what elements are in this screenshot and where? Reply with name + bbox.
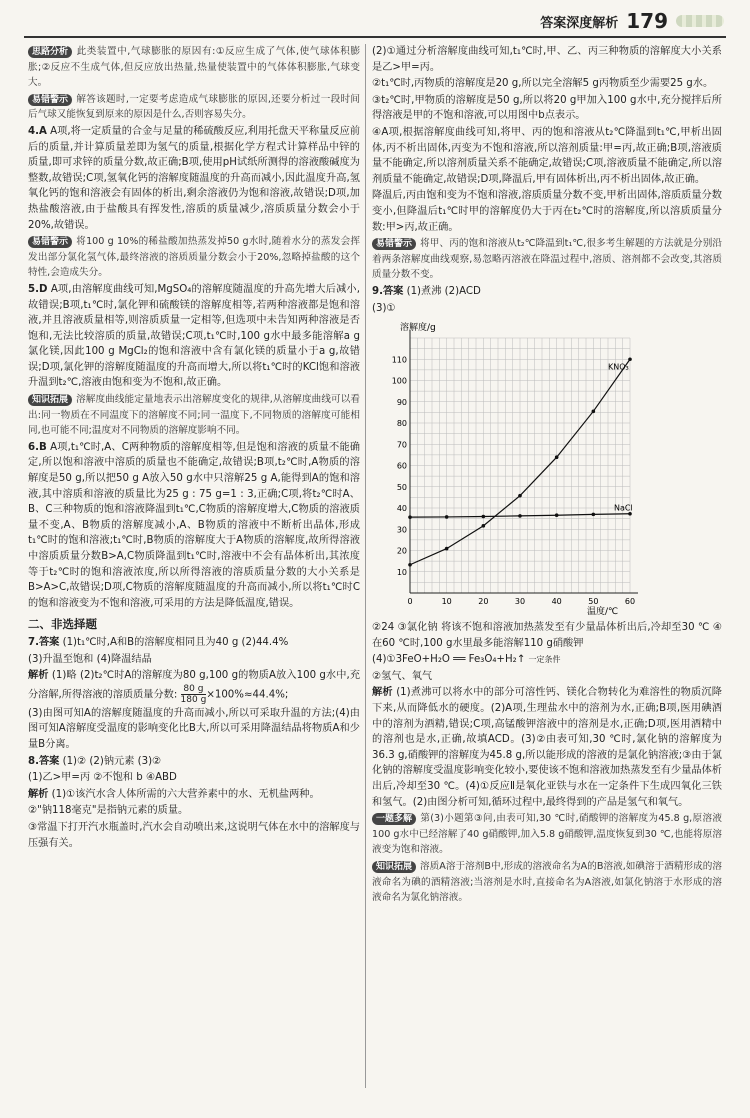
x-tick-label: 30 xyxy=(514,597,526,607)
note-text: 溶质A溶于溶剂B中,形成的溶液命名为A的B溶液,如碘溶于酒精形成的溶液命名为碘的酒精溶液;当溶剂是水时,直接命名为A溶液,如氯化钠溶于水形成的溶液命名为氯化钠溶液。 xyxy=(372,861,722,904)
question-9-explanation xyxy=(372,685,722,810)
note-paragraph xyxy=(28,234,360,281)
explanation-text: (1)煮沸可以将水中的部分可溶性钙、镁化合物转化为难溶性的物质沉降下来,从而降低水的硬度。(2)A项,生理盐水中的溶剂为水,正确;B项,医用碘酒中的溶剂为酒精,错误;C项,高锰酸钾溶液中的溶剂是水,正确;D项,医用酒精中的溶剂也是水,正确,故填ACD。(3)②由表可知,30 ℃时,氯化钠的溶解度为36.3 g,硝酸钾的溶解度为45.8 g,所以能形成的溶液的是氯化钠溶液;③由于氯化钠的溶解度受温度影响变化较小,要使该不饱和溶液加热蒸发至有少量晶体析出后,冷却至30 ℃。(4)①反应Ⅱ是氧化亚铁与水在一定条件下生成四氧化三铁和氢气。(2)由图分析可知,循环过程中,最终得到的产品是氢气和氧气。 xyxy=(372,687,722,808)
x-tick-label: 10 xyxy=(441,597,452,607)
fraction xyxy=(181,684,207,705)
data-point xyxy=(482,524,486,528)
page-number: 179 xyxy=(626,9,668,33)
y-tick-label: 80 xyxy=(396,419,407,429)
y-tick-label: 110 xyxy=(391,355,407,365)
note-paragraph xyxy=(372,811,722,858)
answer-text: (1)t₁℃时,A和B的溶解度相同且为40 g (2)44.4% xyxy=(62,636,289,648)
note-text: 溶解度曲线能定量地表示出溶解度变化的规律,从溶解度曲线可以看出:同一物质在不同温度下的溶解度不同;同一温度下,不同物质的溶解度可能相同,也可能不同;温度对不同物质的溶解度影响不同。 xyxy=(28,394,360,437)
column-divider xyxy=(365,44,366,1088)
note-tag: 一题多解 xyxy=(372,813,416,825)
header-title: 答案深度解析 xyxy=(540,15,619,31)
question-7-answer xyxy=(28,635,360,651)
explanation-line: ②"钠118毫克"是指钠元素的质量。 xyxy=(28,805,189,817)
fraction-numerator: 80 g xyxy=(181,684,207,695)
explanation-text: ×100%≈44.4%; xyxy=(206,689,289,701)
data-point xyxy=(445,547,449,551)
question-7-explanation xyxy=(28,668,360,705)
note-tag: 易错警示 xyxy=(28,236,72,248)
left-column xyxy=(28,44,360,852)
note-tag: 易错警示 xyxy=(372,238,416,250)
data-point xyxy=(592,410,596,414)
explanation-label: 解析 xyxy=(28,788,49,800)
note-paragraph xyxy=(372,859,722,906)
question-number: 7.答案 xyxy=(28,636,60,648)
note-tag: 易错警示 xyxy=(28,94,72,106)
data-point xyxy=(482,515,486,519)
data-point xyxy=(555,456,559,460)
y-tick-label: 20 xyxy=(396,546,407,556)
y-tick-label: 30 xyxy=(396,525,407,535)
answer-text: (1)② (2)钠元素 (3)② xyxy=(62,755,162,767)
answer-line: 降温后,丙由饱和变为不饱和溶液,溶质质量分数不变,甲析出固体,溶质质量分数变小,但降温后t₁℃时甲的溶解度仍大于丙在t₂℃时的溶解度,所以溶质质量分数:甲>丙,故正确。 xyxy=(372,190,722,233)
answer-line: ②氢气、氧气 xyxy=(372,670,433,682)
data-point xyxy=(408,515,412,519)
note-text: 将甲、丙的饱和溶液从t₂℃降温到t₁℃,很多考生解题的方法就是分别沿着两条溶解度曲线观察,易忽略丙溶液在降温过程中,溶质、溶剂都不会改变,其溶质质量分数不变。 xyxy=(372,238,722,281)
question-7-answer-cont: (3)升温至饱和 (4)降温结晶 xyxy=(28,653,152,665)
x-tick-label: 40 xyxy=(551,597,562,607)
solubility-chart xyxy=(382,318,642,618)
note-tag: 知识拓展 xyxy=(372,861,416,873)
data-point xyxy=(628,358,632,362)
series-label: KNO₃ xyxy=(608,362,629,372)
section-heading: 二、非选择题 xyxy=(28,617,97,632)
note-paragraph xyxy=(28,92,360,123)
solubility-chart-svg xyxy=(382,318,642,618)
question-8-answer-cont: (1)乙>甲=丙 ②不饱和 b ④ABD xyxy=(28,772,177,784)
data-point xyxy=(445,515,449,519)
note-text: 第(3)小题第③问,由表可知,30 ℃时,硝酸钾的溶解度为45.8 g,原溶液100 g水中已经溶解了40 g硝酸钾,加入5.8 g硝酸钾,温度恢复到30 ℃,也能将原溶液变为饱和溶液。 xyxy=(372,813,722,856)
question-6 xyxy=(28,440,360,612)
data-point xyxy=(408,563,412,567)
equation-text: (4)①3FeO+H₂O ══ Fe₃O₄+H₂↑ xyxy=(372,654,526,666)
right-column xyxy=(372,44,722,907)
explanation-text: (1)①该汽水含人体所需的六大营养素中的水、无机盐两种。 xyxy=(51,788,320,800)
equation-line xyxy=(372,652,722,668)
y-tick-label: 60 xyxy=(396,461,407,471)
y-axis-label: 溶解度/g xyxy=(400,323,436,334)
answer-line: (2)①通过分析溶解度曲线可知,t₁℃时,甲、乙、丙三种物质的溶解度大小关系是乙>甲=丙。 xyxy=(372,46,722,73)
question-number: 8.答案 xyxy=(28,755,60,767)
explanation-label: 解析 xyxy=(28,670,49,682)
question-text: A项,将一定质量的合金与足量的稀硫酸反应,利用托盘天平称量反应前后的质量,并计算质量差即为氢气的质量,根据化学方程式计算样品中锌的质量,即可求锌的质量分数,故正确;B项,使用pH试纸所测得的溶液酸碱度为整数,故错误;C项,氢氧化钙的溶解度随温度的升高而减小,因此温度升高,氢氧化钙的饱和溶液会有固体的析出,剩余溶液仍为饱和溶液,故错误;D项,加热盐酸溶液,由于盐酸具有挥发性,溶质的质量减少,溶质质量分数会小于20%,故错误。 xyxy=(28,125,360,231)
explanation-text: (1)略 (2)t₂℃时A的溶解度为80 g,100 g的物质A放入100 g水中,充分溶解,所得溶液的溶质质量分数: xyxy=(28,670,361,701)
series-label: NaCl xyxy=(614,503,633,513)
answer-line: ④A项,根据溶解度曲线可知,将甲、丙的饱和溶液从t₂℃降温到t₁℃,甲析出固体,丙不析出固体,丙变为不饱和溶液,所以溶剂质量:甲=丙,故正确;B项,溶液质量不能确定,所以溶剂质量关系不能确定,故错误;C项,溶液质量不能确定,所以溶剂质量不能确定,故错误;D项,降温后,甲有固体析出,丙不析出固体,故正确。 xyxy=(372,126,722,185)
chart-axes xyxy=(410,330,638,593)
note-paragraph xyxy=(372,236,722,283)
x-tick-label: 20 xyxy=(478,597,489,607)
chart-grid xyxy=(410,338,630,593)
header-rule xyxy=(24,36,726,38)
answer-text: (1)煮沸 (2)ACD xyxy=(406,285,481,297)
header-decoration-icon xyxy=(676,15,724,27)
chart-ticks xyxy=(392,355,635,606)
data-point xyxy=(518,494,522,498)
explanation-label: 解析 xyxy=(372,687,393,699)
note-text: 此类装置中,气球膨胀的原因有:①反应生成了气体,使气球体积膨胀;②反应不生成气体,但反应放出热量,热量使装置中的气体体积膨胀,气球变大。 xyxy=(28,46,360,89)
x-tick-label: 50 xyxy=(588,597,599,607)
note-text: 解答该题时,一定要考虑造成气球膨胀的原因,还要分析过一段时间后气球又能恢复到原来的原因是什么,否则容易失分。 xyxy=(28,93,360,121)
fraction-denominator: 180 g xyxy=(180,694,207,705)
question-9-answer xyxy=(372,284,722,300)
question-text: A项,由溶解度曲线可知,MgSO₄的溶解度随温度的升高先增大后减小,故错误;B项,t₁℃时,氯化钾和硫酸镁的溶解度相等,若两种溶液都是饱和溶液,并且溶液质量相等,则溶质质量一定相等,但选项中未告知两种溶液是否饱和,无法比较溶质的质量,故错误;C项,t₁℃时,100 g水中最多能溶解a g氯化镁,因此100 g MgCl₂的饱和溶液中含有氯化镁的质量小于a g,故错误;D项,氯化钾的溶解度随温度的升高而增大,所以将t₁℃时的KCl饱和溶液升温到t₂℃,溶液由饱和变为不饱和,故正确。 xyxy=(28,283,360,389)
answer-line: ②t₁℃时,丙物质的溶解度是20 g,所以完全溶解5 g丙物质至少需要25 g水。 xyxy=(372,78,714,90)
y-tick-label: 70 xyxy=(396,440,407,450)
question-4 xyxy=(28,124,360,233)
explanation-line: ③常温下打开汽水瓶盖时,汽水会自动喷出来,这说明气体在水中的溶解度与压强有关。 xyxy=(28,821,360,849)
data-point xyxy=(555,514,559,518)
note-paragraph xyxy=(28,44,360,91)
y-tick-label: 90 xyxy=(396,397,407,407)
answer-line: ②24 ③氯化钠 将该不饱和溶液加热蒸发至有少量晶体析出后,冷却至30 ℃ ④在60 ℃时,100 g水里最多能溶解110 g硝酸钾 xyxy=(372,622,722,649)
x-tick-label: 0 xyxy=(407,597,413,607)
x-axis-label: 温度/℃ xyxy=(587,607,619,618)
chart-series xyxy=(408,358,633,567)
data-point xyxy=(518,514,522,518)
y-tick-label: 40 xyxy=(396,504,407,514)
note-text: 将100 g 10%的稀盐酸加热蒸发掉50 g水时,随着水分的蒸发会挥发出部分氯化氢气体,最终溶液的溶质质量分数会小于20%,忽略掉盐酸的这个特性,会造成失分。 xyxy=(28,236,360,279)
question-text: A项,t₁℃时,A、C两种物质的溶解度相等,但是饱和溶液的质量不能确定,所以饱和溶液中溶质的质量也不能确定,故错误;B项,t₂℃时,A物质的溶解度是50 g,所以把50 g A放入50 g水中只溶解25 g A,能得到A的饱和溶液,其中溶质和溶液的质量比为25 g : 75 g=1 : 3,正确;C项,将t₂℃时A、B、C三种物质的饱和溶液降温到t₁℃,C物质的溶解度增大,C物质的溶液质量不变,A、B物质的溶解度减小,A、B物质的溶液中不断析出晶体,形成t₁℃时的饱和溶液;t₁℃时,B物质的溶解度大于A物质的溶解度,故所得溶液中溶质质量分数B>A,C物质降温到t₁℃时,溶液中不会有晶体析出,其浓度等于t₂℃时的饱和溶液浓度,所以所得溶液的溶质质量分数的大小关系是B>A>C,故错误;D项,C物质的溶解度随温度的升高而减小,所以将t₁℃时C的饱和溶液变为不饱和溶液,可采用的方法是降低温度,错误。 xyxy=(28,441,360,609)
y-tick-label: 10 xyxy=(396,567,407,577)
note-tag: 思路分析 xyxy=(28,46,72,58)
equation-condition: 一定条件 xyxy=(528,655,561,665)
question-8-answer xyxy=(28,754,360,770)
question-number: 6.B xyxy=(28,441,47,453)
note-paragraph xyxy=(28,392,360,439)
question-7-explanation-cont: (3)由图可知A的溶解度随温度的升高而减小,所以可采取升温的方法;(4)由图可知A溶解度受温度的影响变化比B大,所以可采用降温结晶将物质A和少量B分离。 xyxy=(28,707,360,750)
note-tag: 知识拓展 xyxy=(28,394,72,406)
data-point xyxy=(592,513,596,517)
x-tick-label: 60 xyxy=(624,597,636,607)
question-number: 5.D xyxy=(28,283,48,295)
y-tick-label: 100 xyxy=(391,376,407,386)
question-number: 9.答案 xyxy=(372,285,404,297)
question-5 xyxy=(28,282,360,391)
question-8-explanation xyxy=(28,787,360,803)
answer-line: (3)① xyxy=(372,302,396,314)
question-number: 4.A xyxy=(28,125,47,137)
page-header xyxy=(540,10,724,32)
y-tick-label: 50 xyxy=(396,482,407,492)
answer-line: ③t₂℃时,甲物质的溶解度是50 g,所以将20 g甲加入100 g水中,充分搅拌后所得溶液是甲的不饱和溶液,可以用图中b点表示。 xyxy=(372,94,722,122)
